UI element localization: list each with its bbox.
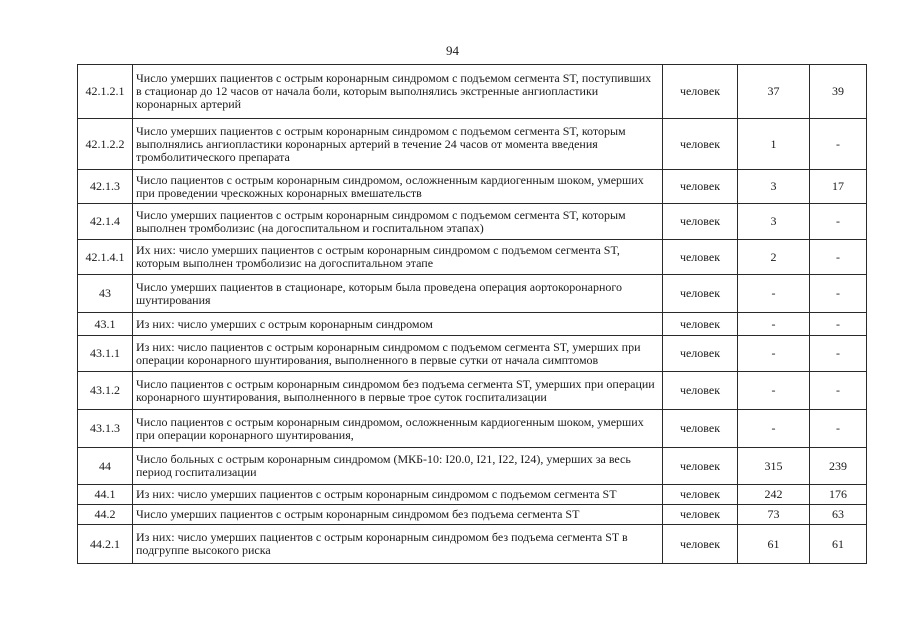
- row-description: Из них: число умерших пациентов с острым коронарным синдромом с подъемом сегмента ST: [133, 485, 663, 505]
- row-unit: человек: [663, 525, 738, 564]
- row-value-1: 73: [738, 505, 810, 525]
- row-value-1: 61: [738, 525, 810, 564]
- row-number: 42.1.4: [78, 204, 133, 240]
- row-value-2: -: [810, 372, 867, 410]
- table-row: [78, 65, 867, 119]
- row-description: Число умерших пациентов с острым коронарным синдромом с подъемом сегмента ST, которым выполнен тромболизис (на догоспитальном и госпитальном этапах): [133, 204, 663, 240]
- table-row: [78, 505, 867, 525]
- table-row: [78, 275, 867, 313]
- row-unit: человек: [663, 448, 738, 485]
- row-description: Число больных с острым коронарным синдромом (МКБ-10: I20.0, I21, I22, I24), умерших за весь период госпитализации: [133, 448, 663, 485]
- table-row: [78, 525, 867, 564]
- row-unit: человек: [663, 485, 738, 505]
- row-unit: человек: [663, 119, 738, 170]
- row-unit: человек: [663, 336, 738, 372]
- page-number: 94: [446, 43, 459, 58]
- table-row: [78, 170, 867, 204]
- row-number: 43: [78, 275, 133, 313]
- table-row: [78, 336, 867, 372]
- row-value-2: 61: [810, 525, 867, 564]
- row-number: 42.1.3: [78, 170, 133, 204]
- row-value-2: -: [810, 336, 867, 372]
- row-unit: человек: [663, 505, 738, 525]
- row-number: 43.1.3: [78, 410, 133, 448]
- row-value-1: 37: [738, 65, 810, 119]
- row-value-1: -: [738, 372, 810, 410]
- table-row: [78, 448, 867, 485]
- row-description: Из них: число умерших с острым коронарным синдромом: [133, 313, 663, 336]
- row-value-2: -: [810, 119, 867, 170]
- row-value-1: 3: [738, 170, 810, 204]
- row-number: 44: [78, 448, 133, 485]
- row-description: Число умерших пациентов с острым коронарным синдромом с подъемом сегмента ST, которым выполнялись ангиопластики коронарных артерий в течение 24 часов от момента введения тромболитического препарата: [133, 119, 663, 170]
- row-value-1: 242: [738, 485, 810, 505]
- row-unit: человек: [663, 204, 738, 240]
- row-value-2: 39: [810, 65, 867, 119]
- row-unit: человек: [663, 240, 738, 275]
- row-value-1: 2: [738, 240, 810, 275]
- row-value-1: -: [738, 336, 810, 372]
- row-number: 42.1.2.1: [78, 65, 133, 119]
- statistics-table: [77, 64, 867, 564]
- row-value-1: -: [738, 313, 810, 336]
- row-value-2: -: [810, 410, 867, 448]
- row-unit: человек: [663, 65, 738, 119]
- row-description: Число пациентов с острым коронарным синдромом без подъема сегмента ST, умерших при операции коронарного шунтирования, выполненного в первые трое суток госпитализации: [133, 372, 663, 410]
- row-number: 43.1.2: [78, 372, 133, 410]
- table-row: [78, 204, 867, 240]
- row-number: 44.2: [78, 505, 133, 525]
- row-value-2: -: [810, 275, 867, 313]
- row-value-1: 1: [738, 119, 810, 170]
- row-description: Число пациентов с острым коронарным синдромом, осложненным кардиогенным шоком, умерших при проведении чрескожных коронарных вмешательств: [133, 170, 663, 204]
- row-number: 43.1: [78, 313, 133, 336]
- row-value-2: -: [810, 240, 867, 275]
- table-row: [78, 240, 867, 275]
- row-unit: человек: [663, 275, 738, 313]
- row-number: 44.2.1: [78, 525, 133, 564]
- row-unit: человек: [663, 372, 738, 410]
- row-value-2: 239: [810, 448, 867, 485]
- row-description: Число умерших пациентов с острым коронарным синдромом без подъема сегмента ST: [133, 505, 663, 525]
- table-row: [78, 410, 867, 448]
- row-value-1: -: [738, 410, 810, 448]
- table-row: [78, 372, 867, 410]
- table-row: [78, 313, 867, 336]
- row-value-2: 63: [810, 505, 867, 525]
- row-value-2: 176: [810, 485, 867, 505]
- row-value-2: -: [810, 313, 867, 336]
- row-value-2: -: [810, 204, 867, 240]
- row-number: 42.1.2.2: [78, 119, 133, 170]
- table-row: [78, 119, 867, 170]
- row-value-1: 3: [738, 204, 810, 240]
- row-description: Их них: число умерших пациентов с острым коронарным синдромом с подъемом сегмента ST, которым выполнен тромболизис на догоспитальном этапе: [133, 240, 663, 275]
- row-description: Число умерших пациентов в стационаре, которым была проведена операция аортокоронарного шунтирования: [133, 275, 663, 313]
- table-row: [78, 485, 867, 505]
- row-number: 44.1: [78, 485, 133, 505]
- row-number: 43.1.1: [78, 336, 133, 372]
- row-unit: человек: [663, 170, 738, 204]
- row-description: Число умерших пациентов с острым коронарным синдромом с подъемом сегмента ST, поступивших в стационар до 12 часов от начала боли, которым выполнялись экстренные ангиопластики коронарных артерий: [133, 65, 663, 119]
- row-description: Из них: число умерших пациентов с острым коронарным синдромом без подъема сегмента ST в подгруппе высокого риска: [133, 525, 663, 564]
- row-unit: человек: [663, 410, 738, 448]
- row-description: Число пациентов с острым коронарным синдромом, осложненным кардиогенным шоком, умерших при операции коронарного шунтирования,: [133, 410, 663, 448]
- row-value-2: 17: [810, 170, 867, 204]
- row-value-1: -: [738, 275, 810, 313]
- row-description: Из них: число пациентов с острым коронарным синдромом с подъемом сегмента ST, умерших при операции коронарного шунтирования, выполненного в первые сутки от начала симптомов: [133, 336, 663, 372]
- row-unit: человек: [663, 313, 738, 336]
- row-value-1: 315: [738, 448, 810, 485]
- row-number: 42.1.4.1: [78, 240, 133, 275]
